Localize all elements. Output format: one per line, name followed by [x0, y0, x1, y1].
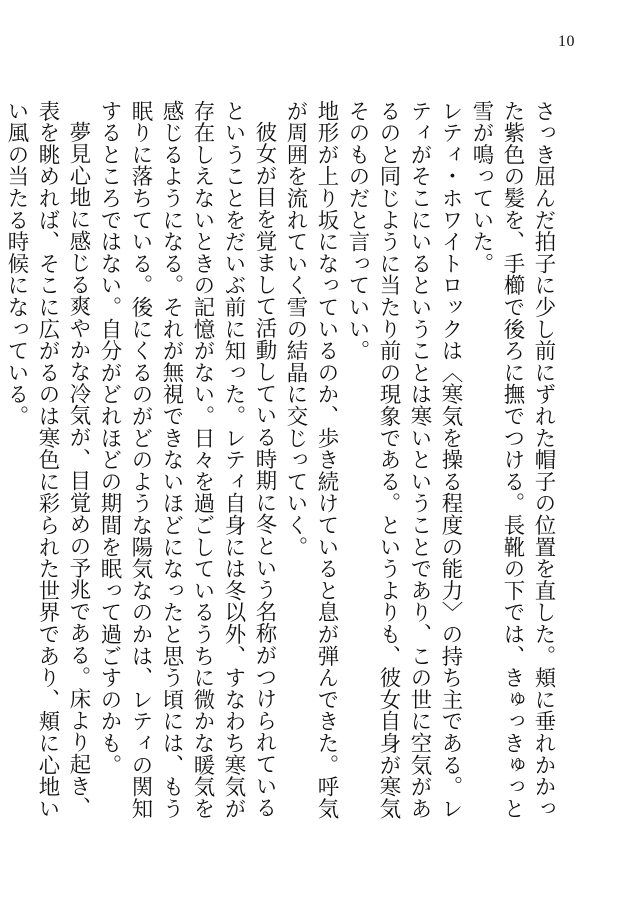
paragraph-1: さっき屈んだ拍子に少し前にずれた帽子の位置を直した。頬に垂れかかった紫色の髪を、手櫛で後ろに撫でつける。長靴の下では、きゅっきゅっと雪が鳴っていた。 [469, 100, 556, 820]
page-number: 10 [558, 33, 575, 50]
paragraph-4: 彼女が目を覚まして活動している時期に冬という名称がつけられているということをだいぶ前に知った。レティ自身には冬以外、すなわち寒気が存在しえないときの記憶がない。日々を過ごしているうちに微かな暖気を感じるようになる。それが無視できないほどになったと思う頃には、もう眠りに落ちている。後にくるのがどのような陽気なのかは、レティの関知するところではない。自分がどれほどの期間を眠って過ごすのかも。 [97, 100, 277, 820]
paragraph-3: 地形が上り坂になっているのか、歩き続けていると息が弾んできた。呼気が周囲を流れていく雪の結晶に交じっていく。 [283, 100, 339, 820]
paragraph-2: レティ・ホワイトロックは〈寒気を操る程度の能力〉の持ち主である。レティがそこにいるということは寒いということであり、この世に空気があるのと同じように当たり前の現象である。というよりも、彼女自身が寒気そのものだと言っていい。 [345, 100, 463, 820]
paragraph-5: 夢見心地に感じる爽やかな冷気が、目覚めの予兆である。床より起き、表を眺めれば、そこに広がるのは寒色に彩られた世界であり、頬に心地いい風の当たる時候になっている。 [4, 100, 91, 820]
vertical-text-body [0, 100, 559, 820]
paragraph-6 [0, 100, 1, 820]
